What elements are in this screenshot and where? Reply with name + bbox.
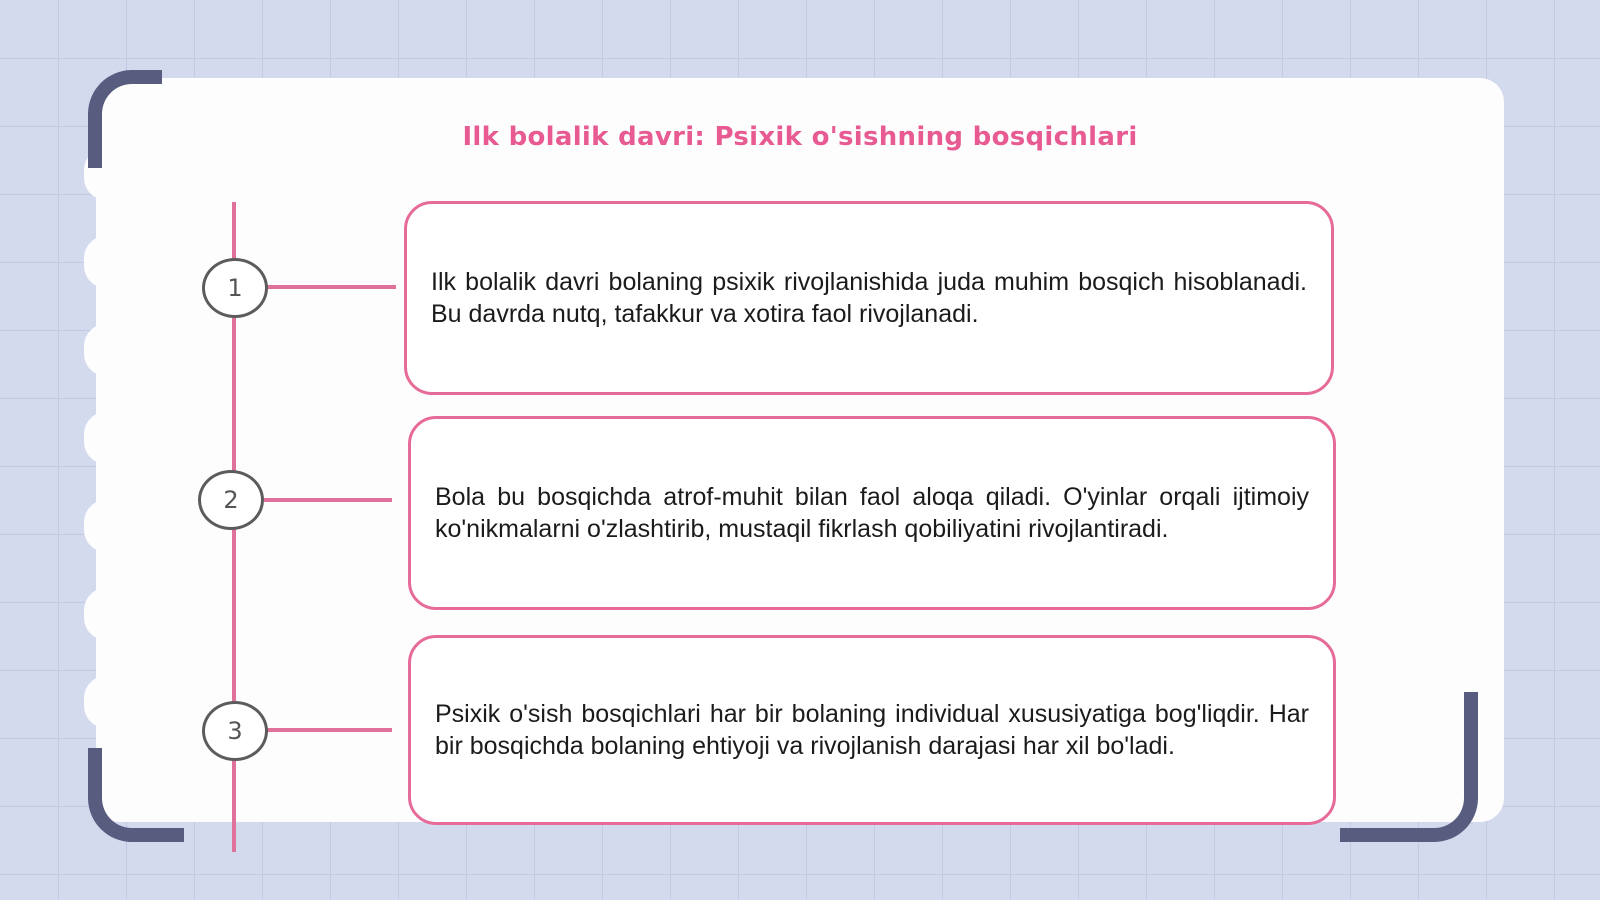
page-notch <box>84 500 128 552</box>
timeline-connector <box>264 728 392 732</box>
stage-text: Ilk bolalik davri bolaning psixik rivojlanishida juda muhim bosqich hisoblanadi. Bu davrda nutq, tafakkur va xotira faol rivojlanadi. <box>431 268 1307 328</box>
timeline-connector <box>264 285 396 289</box>
corner-bracket-bottom-right <box>1340 692 1478 842</box>
stage-number-badge: 3 <box>202 701 268 761</box>
stage-card <box>408 635 1336 825</box>
page-notch <box>84 588 128 640</box>
corner-bracket-top-left <box>88 70 162 168</box>
stage-text: Bola bu bosqichda atrof-muhit bilan faol aloqa qiladi. O'yinlar orqali ijtimoiy ko'nikmalarni o'zlashtirib, mustaqil fikrlash qobiliyatini rivojlantiradi. <box>435 483 1309 543</box>
corner-bracket-bottom-left <box>88 748 184 842</box>
page-title: Ilk bolalik davri: Psixik o'sishning bosqichlari <box>462 122 1138 152</box>
timeline-connector <box>264 498 392 502</box>
stage-card <box>404 201 1334 395</box>
stage-number-badge: 1 <box>202 258 268 318</box>
page-notch <box>84 412 128 464</box>
page-notch <box>84 236 128 288</box>
stage-number-badge: 2 <box>198 470 264 530</box>
page-notch <box>84 676 128 728</box>
stage-card <box>408 416 1336 610</box>
stage-text: Psixik o'sish bosqichlari har bir bolaning individual xususiyatiga bog'liqdir. Har bir bosqichda bolaning ehtiyoji va rivojlanish darajasi har xil bo'ladi. <box>435 700 1309 760</box>
page-notch <box>84 324 128 376</box>
